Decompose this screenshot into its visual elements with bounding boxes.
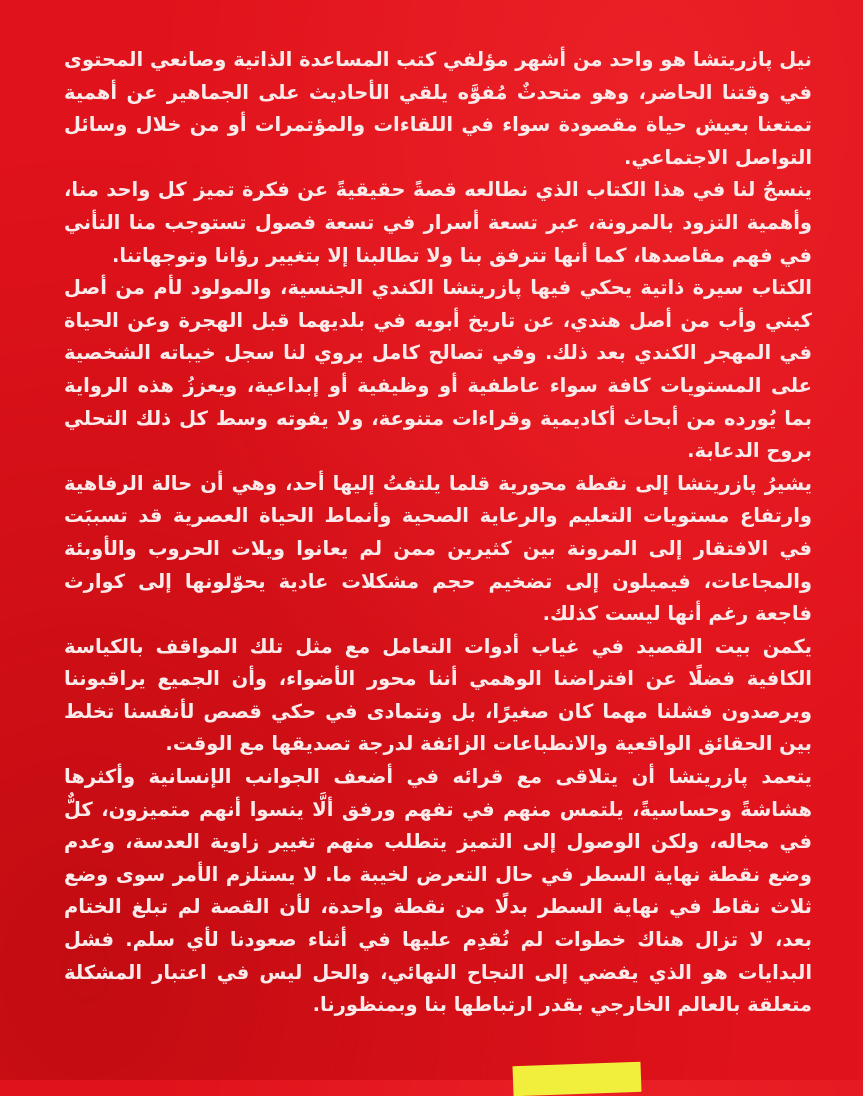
blurb-paragraph-3: الكتاب سيرة ذاتية يحكي فيها پازريتشا الكندي الجنسية، والمولود لأم من أصل كيني وأب من أصل هندي، عن تاريخ أبويه في بلديهما قبل الهجرة وعن الحياة في المهجر الكندي بعد ذلك. وفي تصالح كامل يروي لنا سجل خيباته الشخصية على المستويات كافة سواء عاطفية أو وظيفية أو إبداعية، ويعززُ هذه الرواية بما يُورده من أبحاث أكاديمية وقراءات متنوعة، ولا يفوته وسط كل ذلك التحلي بروح الدعابة. [64,276,812,463]
price-sticker [513,1062,642,1096]
blurb-paragraph-1: نيل پازريتشا هو واحد من أشهر مؤلفي كتب المساعدة الذاتية وصانعي المحتوى في وقتنا الحاضر، وهو متحدثٌ مُفوَّه يلقي الأحاديث على الجماهير عن أهمية تمتعنا بعيش حياة مقصودة سواء في اللقاءات والمؤتمرات أو من خلال وسائل التواصل الاجتماعي. [64,48,812,169]
blurb-paragraph-6: يتعمد پازريتشا أن يتلاقى مع قرائه في أضعف الجوانب الإنسانية وأكثرها هشاشةً وحساسيةً، يلتمس منهم في تفهم ورفق ألَّا ينسوا أنهم متميزون، كلٌّ في مجاله، ولكن الوصول إلى التميز يتطلب منهم تغيير زاوية العدسة، وعدم وضع نقطة نهاية السطر في حال التعرض لخيبة ما. لا يستلزم الأمر سوى وضع ثلاث نقاط في نهاية السطر بدلًا من نقطة واحدة، لأن القصة لم تبلغ الختام بعد، لا تزال هناك خطوات لم نُقدِم عليها في أثناء صعودنا لأي سلم. فشل البدايات هو الذي يفضي إلى النجاح النهائي، والحل ليس في اعتبار المشكلة متعلقة بالعالم الخارجي بقدر ارتباطها بنا وبمنظورنا. [64,765,812,1017]
blurb-paragraph-2: ينسجُ لنا في هذا الكتاب الذي نطالعه قصةً حقيقيةً عن فكرة تميز كل واحد منا، وأهمية التزود بالمرونة، عبر تسعة أسرار في تسعة فصول تستوجب منا التأني في فهم مقاصدها، كما أنها تترفق بنا ولا تطالبنا إلا بتغيير رؤانا وتوجهاتنا. [64,178,812,267]
blurb-text [64,44,812,1022]
blurb-paragraph-4: يشيرُ پازريتشا إلى نقطة محورية قلما يلتفتُ إليها أحد، وهي أن حالة الرفاهية وارتفاع مستويات التعليم والرعاية الصحية وأنماط الحياة العصرية قد تسببَت في الافتقار إلى المرونة بين كثيرين ممن لم يعانوا ويلات الحروب والأوبئة والمجاعات، فيميلون إلى تضخيم حجم مشكلات عادية يحوّلونها إلى كوارث فاجعة رغم أنها ليست كذلك. [64,471,812,626]
blurb-paragraph-5: يكمن بيت القصيد في غياب أدوات التعامل مع مثل تلك المواقف بالكياسة الكافية فضلًا عن افتراضنا الوهمي أننا محور الأضواء، وأن الجميع يراقبوننا ويرصدون فشلنا مهما كان صغيرًا، بل ونتمادى في حكي قصص لأنفسنا تخلط بين الحقائق الواقعية والانطباعات الزائفة لدرجة تصديقها مع الوقت. [64,634,812,756]
